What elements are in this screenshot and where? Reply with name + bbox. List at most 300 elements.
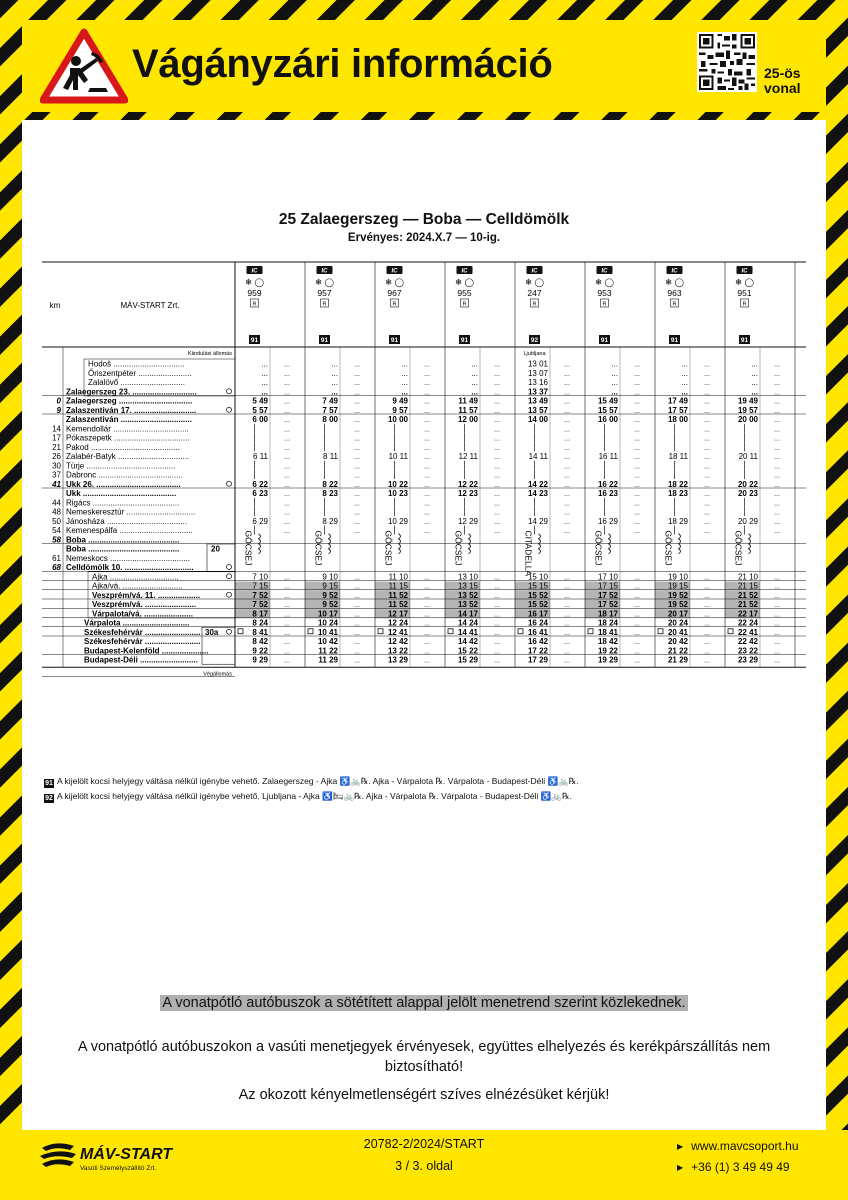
no-service-dots: ... [704,389,710,397]
train-number: 247 [527,288,542,298]
departure-time: 6 00 [252,415,268,424]
no-service-dots: ... [774,481,780,489]
departure-time: 11 29 [318,655,338,665]
no-service-dots: ... [704,500,710,508]
footnote-92-badge: 92 [45,795,53,802]
no-service-dots: ... [564,583,570,591]
departure-time: 13 07 [527,368,548,378]
bus-notice-text: A vonatpótló autóbuszok a sötétített alappal jelölt menetrend szerint közlekednek. [162,995,686,1011]
transfer-icon [378,629,383,634]
departure-time: 19 22 [597,646,618,656]
departure-time: ... [751,359,758,369]
departure-time: 13 37 [527,387,548,397]
no-service-dots: ... [284,435,290,443]
no-service-dots: ... [704,435,710,443]
no-service-dots: ... [774,370,780,378]
no-service-dots: ... [284,583,290,591]
no-service-dots: ... [424,407,430,415]
no-service-dots: ... [564,602,570,609]
no-service-dots: ... [424,398,430,406]
no-service-dots: ... [354,528,360,535]
departure-time: 15 52 [527,590,548,600]
no-service-dots: ... [704,528,710,535]
no-service-dots: ... [354,629,360,637]
departure-time: 14 17 [457,609,478,619]
no-service-dots: ... [424,463,430,471]
station-name: Veszprém/vá. 11. ................... [92,590,201,600]
footnote-number: 91 [250,337,259,344]
no-service-dots: ... [564,500,570,508]
no-service-dots: ... [634,454,640,461]
departure-time: ... [331,387,338,397]
no-service-dots: ... [284,454,290,461]
no-service-dots: ... [774,491,780,498]
departure-time: 13 49 [527,396,548,406]
connection-mark [227,629,232,634]
departure-time: 20 41 [667,627,688,637]
no-service-dots: ... [774,528,780,535]
footnote-91 [44,776,579,788]
no-service-dots: ... [774,583,780,591]
no-service-dots: ... [564,417,570,424]
footnote-92-text: A kijelölt kocsi helyjegy váltása nélkül igénybe vehető. Ljubljana - Ajka ♿🛏🚲℞. Ajka - Várpalota ℞. Várpalota - Budapest-Déli ♿🚲℞. [57,791,572,801]
no-service-dots: ... [424,602,430,609]
no-service-dots: ... [704,361,710,369]
departure-time: ... [331,359,338,369]
departure-time: 20 22 [737,479,758,489]
szfv-ref: 30a [205,627,219,637]
departure-time: 18 23 [667,489,688,498]
no-service-dots: ... [774,602,780,609]
footnote-number: 92 [530,337,539,344]
no-service-dots: ... [564,454,570,461]
km-value: 68 [52,563,61,572]
no-service-dots: ... [564,639,570,646]
departure-time: 7 52 [252,590,268,600]
no-service-dots: ... [494,481,500,489]
departure-time: 18 22 [667,479,688,489]
operator-header: MÁV-START Zrt. [120,301,180,310]
no-service-dots: ... [634,407,640,415]
departure-time: 8 00 [322,415,338,424]
no-service-dots: ... [704,509,710,517]
no-service-dots: ... [774,426,780,434]
no-service-dots: ... [494,620,500,628]
departure-time: ... [261,368,268,378]
departure-time: 20 17 [667,609,688,619]
no-service-dots: ... [494,463,500,471]
no-service-dots: ... [634,426,640,434]
no-service-dots: ... [704,639,710,646]
no-service-dots: ... [774,620,780,628]
km-value: 0 [56,396,61,406]
no-service-dots: ... [634,500,640,508]
departure-time: 20 24 [667,618,688,628]
station-name: Zalalövő ............................. [88,378,185,387]
service-icons: ❄ ◯ [665,277,684,287]
no-service-dots: ... [564,657,570,665]
departure-time: ... [401,359,408,369]
no-service-dots: ... [354,435,360,443]
no-service-dots: ... [704,602,710,609]
departure-time: 14 23 [527,489,548,498]
no-service-dots: ... [704,620,710,628]
departure-time: 19 52 [667,590,688,600]
departure-time: 7 57 [322,405,338,415]
station-name: Kemenespálfa ................................. [66,526,193,535]
no-service-dots: ... [494,380,500,387]
departure-time: ... [611,359,618,369]
departure-time: 16 41 [527,627,548,637]
no-service-dots: ... [494,426,500,434]
no-service-dots: ... [704,398,710,406]
ticket-notice: A vonatpótló autóbuszokon a vasúti menetjegyek érvényesek, együttes elhelyezés és kerékpárszállítás nem biztosítható! [77,1039,771,1075]
no-service-dots: ... [354,500,360,508]
no-service-dots: ... [284,444,290,452]
departure-time: 12 24 [387,618,408,628]
station-name: Pakod ........................................ [66,442,180,452]
departure-time: 8 23 [322,489,338,498]
departure-time: 11 10 [388,572,408,582]
departure-time: 22 17 [737,609,758,619]
departure-time: 13 01 [527,359,548,369]
departure-time: 12 29 [457,516,478,526]
no-service-dots: ... [634,463,640,471]
no-service-dots: ... [284,528,290,535]
no-service-dots: ... [494,361,500,369]
no-service-dots: ... [494,528,500,535]
connection-mark [227,592,232,597]
station-name: Boba ......................................... [66,544,180,554]
no-service-dots: ... [284,509,290,517]
departure-time: 17 15 [597,581,618,591]
departure-time: 14 11 [528,452,548,461]
departure-time: 16 24 [527,618,548,628]
departure-time: 17 49 [667,396,688,406]
no-service-dots: ... [634,657,640,665]
departure-time: 6 22 [252,479,268,489]
no-service-dots: ... [354,657,360,665]
no-service-dots: ... [774,435,780,443]
no-service-dots: ... [494,370,500,378]
departure-time: 12 42 [387,637,408,646]
departure-time: 13 15 [457,581,478,591]
page-title: Vágányzári információ [132,42,553,86]
no-service-dots: ... [494,574,500,582]
train-number: 953 [597,288,612,298]
no-service-dots: ... [634,620,640,628]
no-service-dots: ... [354,407,360,415]
no-service-dots: ... [354,417,360,424]
departure-time: ... [751,387,758,397]
no-service-dots: ... [774,407,780,415]
train-name: GÖCSEJ [593,530,604,566]
departure-time: 17 22 [527,646,548,656]
departure-time: 21 52 [737,590,758,600]
no-service-dots: ... [704,481,710,489]
no-service-dots: ... [284,629,290,637]
no-service-dots: ... [494,648,500,656]
origin-label: Kiindulási állomás [187,351,232,357]
station-name: Kemendollár .................................. [66,424,189,434]
departure-time: 7 10 [252,572,268,582]
departure-time: 16 23 [597,489,618,498]
train-name: GÖCSEJ [733,530,744,566]
departure-time: ... [471,387,478,397]
no-service-dots: ... [634,639,640,646]
no-service-dots: ... [704,417,710,424]
no-service-dots: ... [704,370,710,378]
no-service-dots: ... [494,518,500,526]
no-service-dots: ... [774,509,780,517]
no-service-dots: ... [354,380,360,387]
service-icons: ❄ ◯ [525,277,544,287]
apology-notice: Az okozott kényelmetlenségért szíves elnézésüket kérjük! [238,1087,610,1103]
departure-time: 22 24 [737,618,758,628]
station-name: Veszprém/vá. ....................... [92,600,197,609]
no-service-dots: ... [564,620,570,628]
transfer-icon [448,629,453,634]
train-name: GÖCSEJ [383,530,394,566]
no-service-dots: ... [774,361,780,369]
no-service-dots: ... [284,491,290,498]
station-name: Ukk 26. ...................................... [66,479,181,489]
no-service-dots: ... [634,602,640,609]
km-value: 50 [52,516,61,526]
no-service-dots: ... [704,629,710,637]
no-service-dots: ... [284,380,290,387]
no-service-dots: ... [564,398,570,406]
departure-time: ... [611,378,618,387]
departure-time: ... [261,387,268,397]
departure-time: 19 29 [597,655,618,665]
departure-time: 15 15 [527,581,548,591]
departure-time: 10 17 [317,609,338,619]
departure-time: 15 49 [597,396,618,406]
no-service-dots: ... [354,518,360,526]
no-service-dots: ... [284,361,290,369]
departure-time: 18 41 [597,627,618,637]
km-value: 44 [52,498,61,508]
departure-time: 18 11 [668,452,688,461]
no-service-dots: ... [284,611,290,619]
no-service-dots: ... [354,444,360,452]
station-name: Nemeskeresztúr ............................... [66,507,196,517]
no-service-dots: ... [634,528,640,535]
no-service-dots: ... [284,463,290,471]
no-service-dots: ... [424,361,430,369]
departure-time: 6 23 [252,489,268,498]
departure-time: 9 10 [322,572,338,582]
no-service-dots: ... [424,500,430,508]
ic-train-label: IC [601,268,608,275]
no-service-dots: ... [354,592,360,600]
no-service-dots: ... [774,444,780,452]
no-service-dots: ... [424,528,430,535]
departure-time: 12 00 [457,415,478,424]
departure-time: 9 49 [392,396,408,406]
departure-time: 10 24 [317,618,338,628]
station-name: Ajka ............................... [92,572,179,582]
departure-time: 18 00 [667,415,688,424]
no-service-dots: ... [284,657,290,665]
no-service-dots: ... [284,370,290,378]
no-service-dots: ... [284,500,290,508]
station-name: Budapest-Déli .......................... [84,655,198,665]
departure-time: 8 22 [322,479,338,489]
no-service-dots: ... [704,611,710,619]
no-service-dots: ... [284,481,290,489]
departure-time: 20 00 [737,415,758,424]
departure-time: 9 29 [252,655,268,665]
no-service-dots: ... [634,648,640,656]
no-service-dots: ... [564,380,570,387]
no-service-dots: ... [354,481,360,489]
no-service-dots: ... [494,417,500,424]
departure-time: 13 52 [457,590,478,600]
website-link[interactable]: ▶ www.mavcsoport.hu [677,1136,799,1157]
no-service-dots: ... [354,583,360,591]
no-service-dots: ... [774,454,780,461]
no-service-dots: ... [564,611,570,619]
departure-time: 20 42 [667,637,688,646]
departure-time: 7 49 [322,396,338,406]
no-service-dots: ... [564,528,570,535]
no-service-dots: ... [634,611,640,619]
connection-mark [227,407,232,412]
station-name: Nemeskocs .................................... [66,553,191,563]
departure-time: 13 52 [457,600,478,609]
departure-time: 19 52 [667,600,688,609]
service-icons: ❄ ◯ [595,277,614,287]
no-service-dots: ... [284,602,290,609]
departure-time: 23 22 [737,646,758,656]
departure-time: 8 11 [323,452,338,461]
no-service-dots: ... [424,472,430,480]
departure-time: 21 22 [667,646,688,656]
no-service-dots: ... [284,639,290,646]
no-service-dots: ... [424,417,430,424]
no-service-dots: ... [424,454,430,461]
departure-time: 20 29 [737,516,758,526]
no-service-dots: ... [704,657,710,665]
phone-link[interactable]: ▶ +36 (1) 3 49 49 49 [677,1157,799,1178]
station-name: Rigács ....................................... [66,498,180,508]
no-service-dots: ... [424,481,430,489]
no-service-dots: ... [634,583,640,591]
no-service-dots: ... [494,629,500,637]
departure-time: 10 11 [388,452,408,461]
station-name: Celldömölk 10. ............................... [66,563,194,572]
departure-time: 16 00 [597,415,618,424]
departure-time: 15 29 [457,655,478,665]
departure-time: 13 10 [457,572,478,582]
departure-time: ... [681,359,688,369]
departure-time: 13 16 [527,378,548,387]
no-service-dots: ... [774,639,780,646]
no-service-dots: ... [634,491,640,498]
no-service-dots: ... [354,463,360,471]
no-service-dots: ... [704,380,710,387]
transfer-icon [518,629,523,634]
reservation-label: R [672,301,677,308]
departure-time: 12 17 [387,609,408,619]
no-service-dots: ... [424,583,430,591]
departure-time: 16 22 [597,479,618,489]
no-service-dots: ... [284,398,290,406]
no-service-dots: ... [424,370,430,378]
departure-time: 7 52 [252,600,268,609]
no-service-dots: ... [354,611,360,619]
reservation-label: R [322,301,327,308]
km-value: 14 [52,424,61,434]
no-service-dots: ... [284,592,290,600]
departure-time: 5 49 [252,396,268,406]
service-icons: ❄ ◯ [385,277,404,287]
departure-time: 10 29 [387,516,408,526]
no-service-dots: ... [354,602,360,609]
departure-time: 14 22 [527,479,548,489]
no-service-dots: ... [704,592,710,600]
departure-time: 18 42 [597,637,618,646]
service-icons: ❄ ◯ [455,277,474,287]
departure-time: 19 15 [667,581,688,591]
no-service-dots: ... [564,472,570,480]
departure-time: 8 17 [252,609,268,619]
departure-time: 7 15 [252,581,268,591]
no-service-dots: ... [564,574,570,582]
departure-time: 15 52 [527,600,548,609]
departure-time: 8 24 [252,618,268,628]
no-service-dots: ... [704,518,710,526]
no-service-dots: ... [284,417,290,424]
logo-text: MÁV-START [80,1146,173,1163]
no-service-dots: ... [704,454,710,461]
train-origin: Ljubljana [523,351,546,357]
reservation-label: R [742,301,747,308]
departure-time: 10 23 [387,489,408,498]
train-name: GÖCSEJ [453,530,464,566]
departure-time: 5 57 [252,405,268,415]
station-name: Türje ........................................ [66,461,176,471]
no-service-dots: ... [564,463,570,471]
no-service-dots: ... [564,481,570,489]
no-service-dots: ... [284,472,290,480]
no-service-dots: ... [354,370,360,378]
no-service-dots: ... [634,398,640,406]
departure-time: 20 11 [738,452,758,461]
no-service-dots: ... [494,509,500,517]
departure-time: ... [261,359,268,369]
departure-time: 16 29 [597,516,618,526]
no-service-dots: ... [424,648,430,656]
dest-label: Végállomás [203,671,232,678]
no-service-dots: ... [704,648,710,656]
departure-time: ... [751,368,758,378]
departure-time: 17 57 [667,405,688,415]
footnote-number: 91 [600,337,609,344]
logo-subtext: Vasúti Személyszállító Zrt. [80,1165,157,1172]
departure-time: 17 10 [597,572,618,582]
no-service-dots: ... [564,648,570,656]
departure-time: ... [401,387,408,397]
no-service-dots: ... [704,407,710,415]
departure-time: ... [751,378,758,387]
departure-time: 13 29 [387,655,408,665]
departure-time: 21 10 [737,572,758,582]
no-service-dots: ... [494,407,500,415]
km-value: 17 [52,433,61,443]
